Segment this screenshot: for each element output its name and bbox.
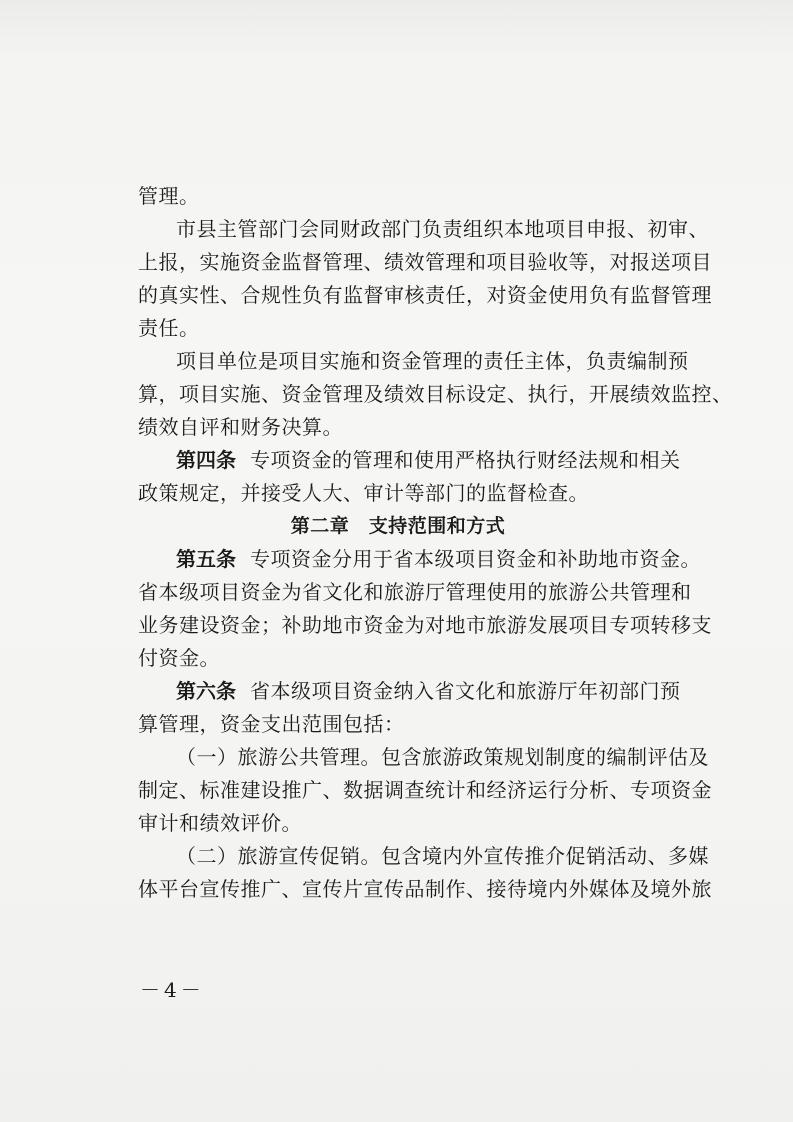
article-5-line <box>138 543 701 576</box>
text-line: 体平台宣传推广、宣传片宣传品制作、接待境内外媒体及境外旅 <box>138 877 712 901</box>
chapter-heading: 第二章 支持范围和方式 <box>290 515 506 537</box>
page-number: －4－ <box>140 978 205 1002</box>
text-line: 政策规定，并接受人大、审计等部门的监督检查。 <box>138 481 589 505</box>
text-line: 管理。 <box>138 184 200 208</box>
text-line: 责任。 <box>138 316 200 340</box>
text-segment: 专项资金分用于省本级项目资金和补助地市资金。 <box>250 547 701 571</box>
text-line: 算管理，资金支出范围包括： <box>138 712 405 736</box>
article-label: 第四条 <box>176 448 236 472</box>
text-line: 上报，实施资金监督管理、绩效管理和项目验收等，对报送项目 <box>138 250 712 274</box>
article-4-line <box>138 444 681 477</box>
article-label: 第六条 <box>176 679 236 703</box>
text-line: 绩效自评和财务决算。 <box>138 415 343 439</box>
text-line: 付资金。 <box>138 646 220 670</box>
text-line: 算，项目实施、资金管理及绩效目标设定、执行，开展绩效监控、 <box>138 382 733 406</box>
text-line: 项目单位是项目实施和资金管理的责任主体，负责编制预 <box>176 349 689 373</box>
text-line: 省本级项目资金为省文化和旅游厅管理使用的旅游公共管理和 <box>138 580 692 604</box>
text-line: 业务建设资金；补助地市资金为对地市旅游发展项目专项转移支 <box>138 613 712 637</box>
scan-shadow <box>0 0 793 55</box>
text-segment: 省本级项目资金纳入省文化和旅游厅年初部门预 <box>250 679 681 703</box>
article-6-line <box>138 675 681 708</box>
text-line: 审计和绩效评价。 <box>138 811 302 835</box>
text-line: 的真实性、合规性负有监督审核责任，对资金使用负有监督管理 <box>138 283 712 307</box>
text-line: （二）旅游宣传促销。包含境内外宣传推介促销活动、多媒 <box>176 844 709 868</box>
text-line: （一）旅游公共管理。包含旅游政策规划制度的编制评估及 <box>176 745 709 769</box>
text-line: 市县主管部门会同财政部门负责组织本地项目申报、初审、 <box>176 217 709 241</box>
text-line: 制定、标准建设推广、数据调查统计和经济运行分析、专项资金 <box>138 778 712 802</box>
body-text <box>138 180 733 906</box>
text-segment: 专项资金的管理和使用严格执行财经法规和相关 <box>250 448 681 472</box>
article-label: 第五条 <box>176 547 236 571</box>
